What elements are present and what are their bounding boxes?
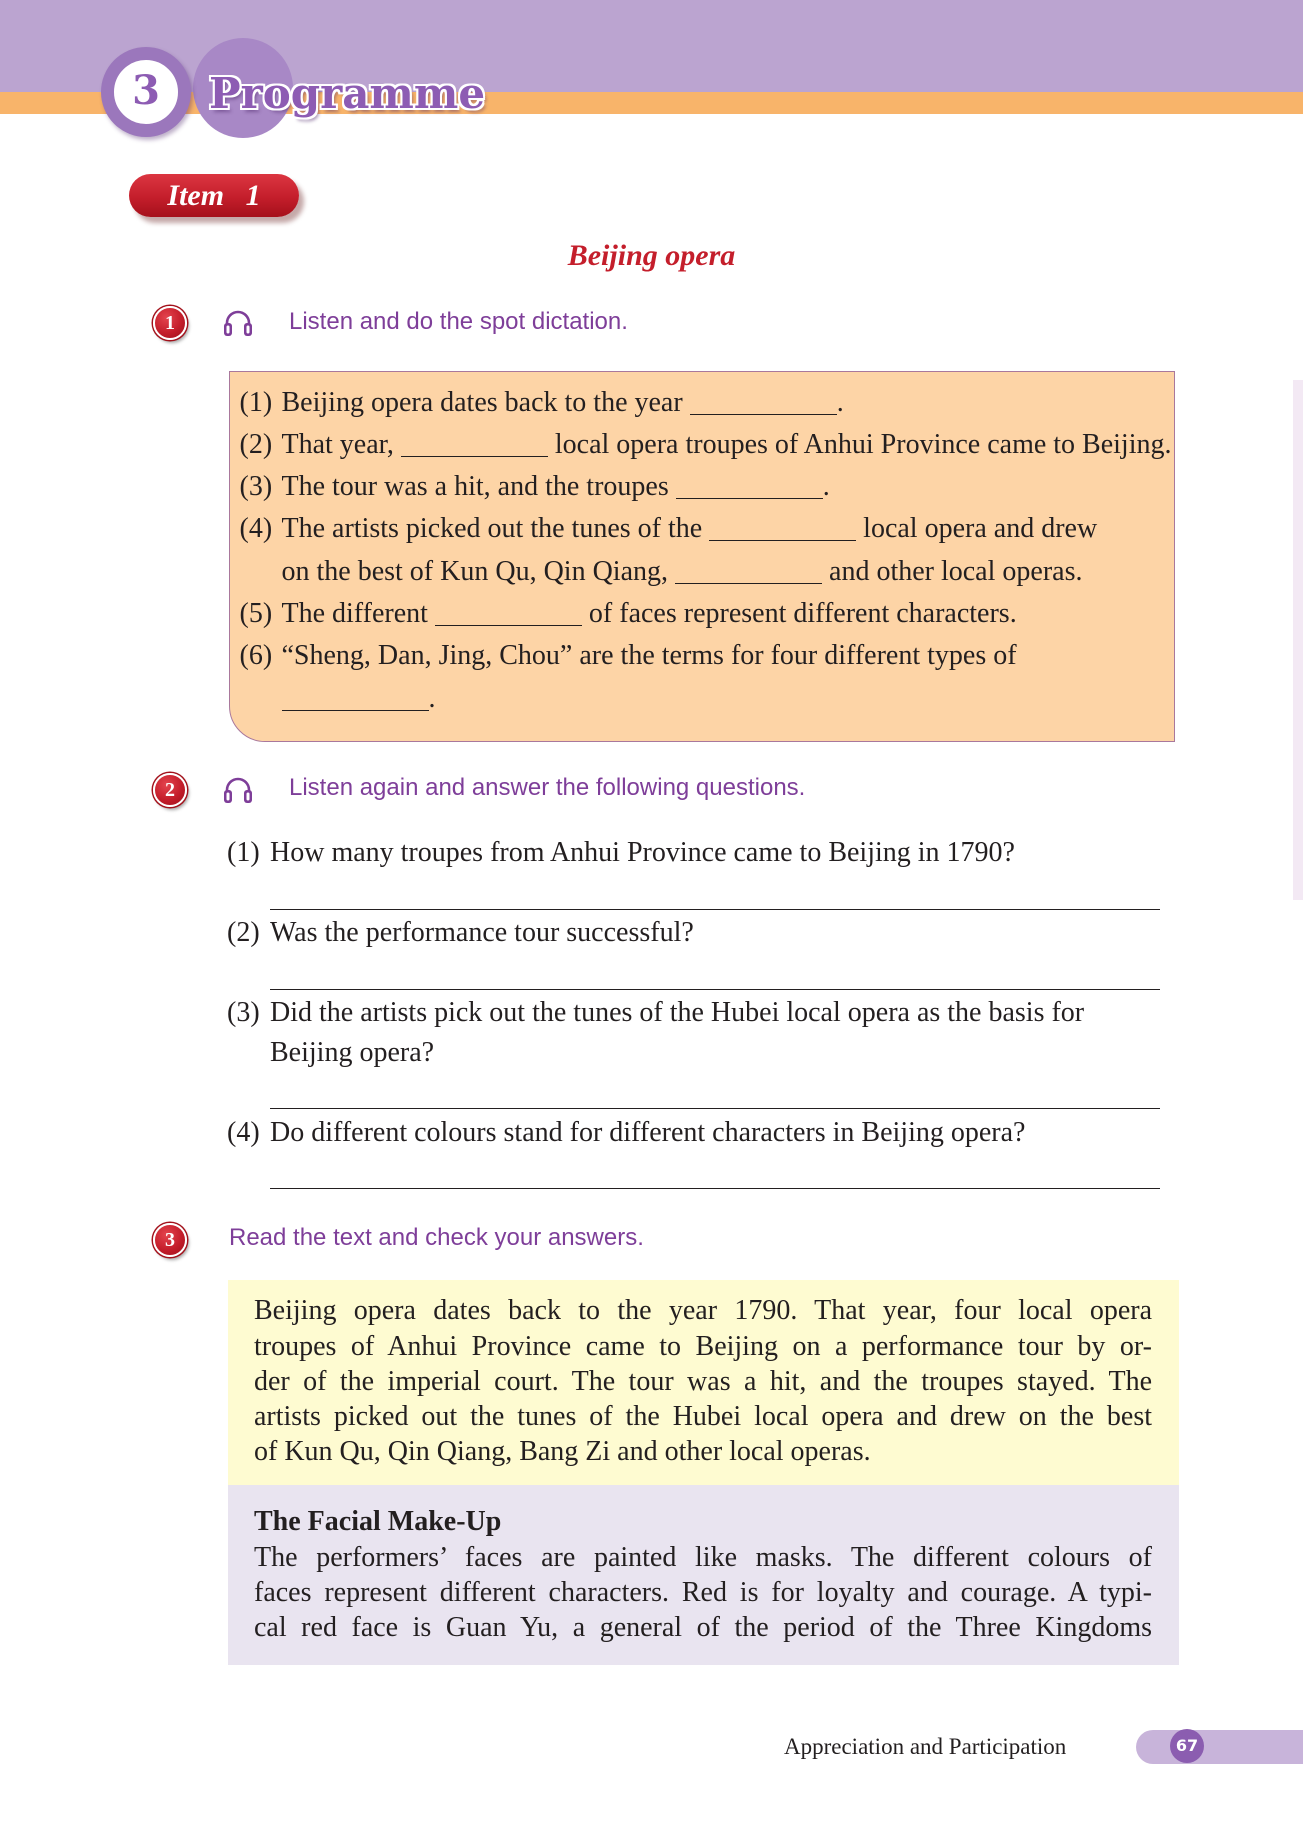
headphones-icon — [221, 773, 255, 807]
item-text: The different — [281, 597, 435, 629]
item-label-badge — [129, 174, 299, 217]
item-text: . — [822, 471, 830, 503]
section-number-badge — [101, 47, 191, 137]
answer-line — [270, 1108, 1160, 1109]
lesson-title: Beijing opera — [567, 239, 736, 272]
dictation-item — [240, 382, 1175, 424]
question-text: Did the artists pick out the tunes of the Hubei local opera as the basis for — [270, 997, 1085, 1028]
item-number: (6) — [239, 640, 273, 672]
makeup-line: The performers’ faces are painted like masks. The different colours of — [254, 1541, 1152, 1573]
exercise-number-badge — [153, 773, 187, 807]
item-number: (2) — [239, 428, 273, 460]
section-title: Programme — [209, 69, 486, 118]
answer-blank — [282, 710, 429, 711]
question-text: Do different colours stand for different characters in Beijing opera? — [270, 1117, 1026, 1148]
item-text: of faces represent different characters. — [581, 597, 1017, 629]
book-title: Appreciation and Participation — [784, 1734, 1067, 1759]
exercise-instruction: Read the text and check your answers. — [229, 1224, 644, 1251]
question-number: (3) — [227, 997, 260, 1028]
page-number: 67 — [1170, 1729, 1204, 1763]
answer-blank — [401, 456, 548, 457]
item-text: . — [428, 682, 436, 714]
passage-line: of Kun Qu, Qin Qiang, Bang Zi and other local operas. — [254, 1436, 871, 1468]
question-text: Was the performance tour successful? — [270, 917, 694, 948]
item-number: (3) — [239, 471, 273, 503]
item-text: and other local operas. — [822, 555, 1083, 587]
item-label: Item 1 — [167, 179, 261, 212]
passage-line: troupes of Anhui Province came to Beijing on a performance tour by or- — [254, 1330, 1152, 1362]
page-edge-tab — [1293, 380, 1303, 900]
dictation-item — [240, 635, 1175, 677]
headphones-icon — [221, 306, 255, 340]
makeup-line: cal red face is Guan Yu, a general of the period of the Three Kingdoms — [254, 1611, 1152, 1643]
exercise-number: 2 — [165, 779, 175, 801]
question-number: (4) — [227, 1117, 260, 1148]
exercise-number: 1 — [165, 312, 175, 334]
item-number: (5) — [239, 597, 273, 629]
item-text: “Sheng, Dan, Jing, Chou” are the terms for four different types of — [281, 640, 1017, 672]
page-number-tab — [1136, 1730, 1303, 1764]
passage-line: Beijing opera dates back to the year 1790. That year, four local opera — [254, 1295, 1152, 1327]
passage-line: der of the imperial court. The tour was a hit, and the troupes stayed. The — [254, 1365, 1152, 1397]
dictation-item — [240, 424, 1175, 466]
item-text: local opera troupes of Anhui Province came to Beijing. — [547, 428, 1172, 460]
question-text: How many troupes from Anhui Province came to Beijing in 1790? — [270, 837, 1015, 868]
exercise-number-badge — [153, 306, 187, 340]
question — [227, 832, 1015, 874]
dictation-item-continued — [240, 551, 1175, 593]
makeup-line: faces represent different characters. Red is for loyalty and courage. A typi- — [254, 1576, 1152, 1608]
exercise-instruction: Listen again and answer the following questions. — [289, 774, 806, 801]
answer-blank — [709, 540, 856, 541]
answer-blank — [690, 414, 837, 415]
answer-blank — [435, 625, 582, 626]
question-number: (1) — [227, 837, 260, 868]
reading-passage — [228, 1280, 1179, 1485]
spot-dictation-box — [229, 371, 1175, 742]
item-text: . — [836, 386, 844, 418]
item-text: The tour was a hit, and the troupes — [281, 471, 676, 503]
question — [227, 912, 694, 954]
question-text-continued: Beijing opera? — [270, 1037, 435, 1068]
section-number: 3 — [132, 67, 160, 114]
question — [227, 992, 1084, 1034]
facial-makeup-section — [228, 1485, 1179, 1665]
dictation-item — [240, 508, 1175, 550]
answer-blank — [676, 498, 823, 499]
dictation-item-continued — [240, 678, 1175, 720]
answer-blank — [675, 583, 822, 584]
question-number: (2) — [227, 917, 260, 948]
exercise-number-badge — [153, 1223, 187, 1257]
item-text: on the best of Kun Qu, Qin Qiang, — [281, 555, 676, 587]
makeup-heading: The Facial Make-Up — [254, 1506, 502, 1538]
answer-line — [270, 909, 1160, 910]
exercise-number: 3 — [165, 1229, 175, 1251]
item-number: (4) — [239, 513, 273, 545]
item-text: That year, — [281, 428, 401, 460]
passage-line: artists picked out the tunes of the Hubei local opera and drew on the best — [254, 1400, 1152, 1432]
item-number: (1) — [239, 386, 273, 418]
dictation-item — [240, 466, 1175, 508]
answer-line — [270, 989, 1160, 990]
dictation-item — [240, 593, 1175, 635]
item-text: local opera and drew — [856, 513, 1098, 545]
answer-line — [270, 1188, 1160, 1189]
question — [227, 1112, 1025, 1154]
item-text: Beijing opera dates back to the year — [281, 386, 690, 418]
exercise-instruction: Listen and do the spot dictation. — [289, 308, 628, 335]
item-text: The artists picked out the tunes of the — [281, 513, 710, 545]
